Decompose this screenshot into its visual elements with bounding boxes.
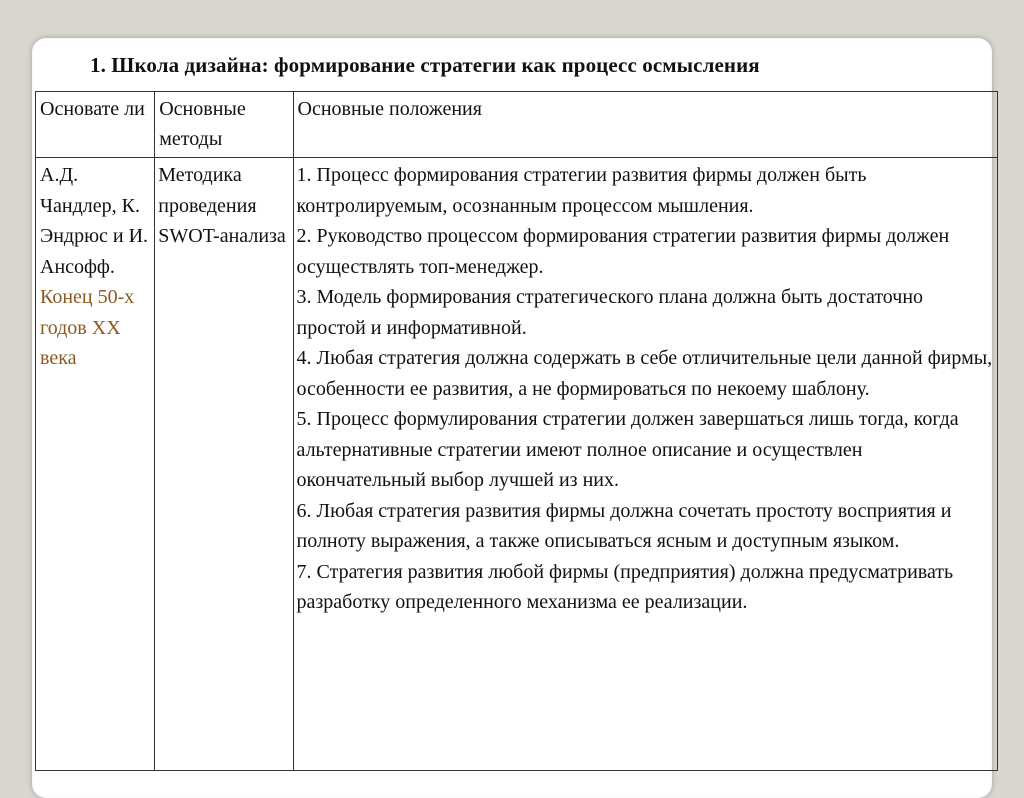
header-methods: Основные методы xyxy=(155,92,293,158)
header-provisions: Основные положения xyxy=(293,92,997,158)
period-text: Конец 50-х годов XX века xyxy=(40,286,135,369)
founders-cell xyxy=(36,158,155,771)
table-row xyxy=(36,158,998,771)
strategy-table xyxy=(35,91,998,771)
provision-3: 3. Модель формирования стратегического плана должна быть достаточно простой и информативной. xyxy=(296,286,924,339)
methods-cell: Методика проведения SWOT-анализа xyxy=(155,158,293,771)
slide-title: 1. Школа дизайна: формирование стратегии как процесс осмысления xyxy=(90,53,760,77)
provision-7: 7. Стратегия развития любой фирмы (предприятия) должна предусматривать разработку определенного механизма ее реализации. xyxy=(296,560,954,613)
provision-1: 1. Процесс формирования стратегии развития фирмы должен быть контролируемым, осознанным процессом мышления. xyxy=(296,164,867,217)
provision-5: 5. Процесс формулирования стратегии должен завершаться лишь тогда, когда альтернативные стратегии имеют полное описание и осуществлен окончательный выбор лучшей из них. xyxy=(296,408,959,491)
header-founders: Основате ли xyxy=(36,92,155,158)
provision-6: 6. Любая стратегия развития фирмы должна сочетать простоту восприятия и полноту выражения, а также описываться ясным и доступным языком. xyxy=(296,499,952,552)
founders-text: А.Д. Чандлер, К. Эндрюс и И. Ансофф. xyxy=(40,164,149,278)
provision-2: 2. Руководство процессом формирования стратегии развития фирмы должен осуществлять топ-менеджер. xyxy=(296,225,950,278)
table-header-row xyxy=(36,92,998,158)
provisions-cell xyxy=(293,158,997,771)
provision-4: 4. Любая стратегия должна содержать в себе отличительные цели данной фирмы, особенности ее развития, а не формироваться по некоему шаблону. xyxy=(296,347,993,400)
